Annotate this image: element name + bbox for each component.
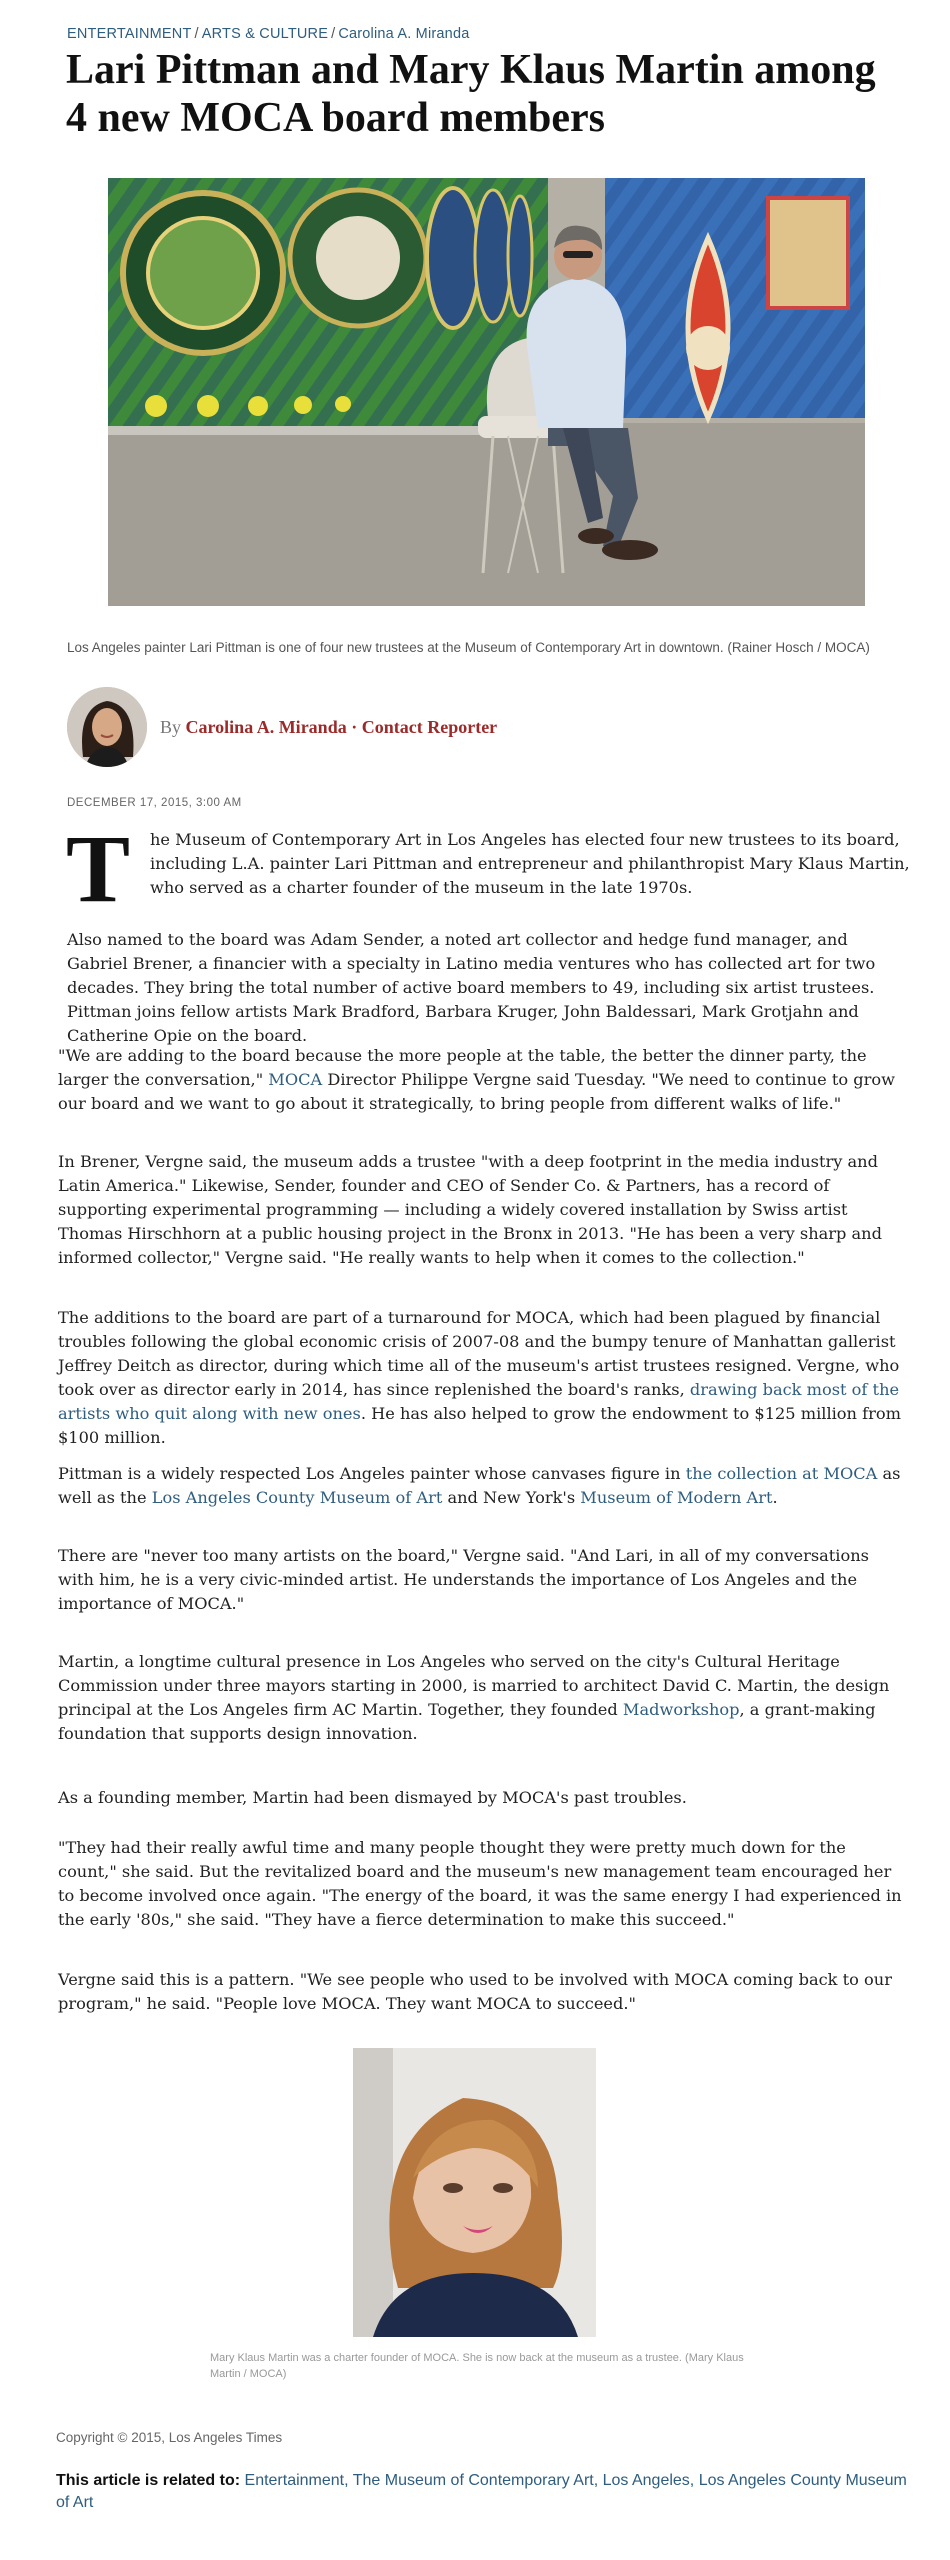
- hero-caption: Los Angeles painter Lari Pittman is one of four new trustees at the Museum of Contemporary Art in downtown. (Rainer Hosch / MOCA): [67, 640, 870, 655]
- related-separator: ,: [344, 2472, 353, 2489]
- author-link[interactable]: Carolina A. Miranda: [185, 716, 347, 737]
- paragraph-3: In Brener, Vergne said, the museum adds a trustee "with a deep footprint in the media industry and Latin America." Likewise, Sender, founder and CEO of Sender Co. & Partners, has a record of supporting experimental programming — including a widely covered installation by Swiss artist Thomas Hirschhorn at a public housing project in the Bronx in 2013. "He has been a very sharp and informed collector," Vergne said. "He really wants to help when it comes to the collection.": [58, 1152, 882, 1267]
- related-lacma-link[interactable]: Los Angeles County Museum of Art: [56, 2472, 907, 2511]
- paragraph-10: Vergne said this is a pattern. "We see people who used to be involved with MOCA coming back to our program," he said. "People love MOCA. They want MOCA to succeed.": [58, 1970, 892, 2013]
- paragraph-7: [58, 1650, 906, 1746]
- copyright: Copyright © 2015, Los Angeles Times: [56, 2430, 283, 2445]
- paragraph-9: "They had their really awful time and many people thought they were pretty much down for the count," she said. But the revitalized board and the museum's new management team encouraged her to become involved once again. "The energy of the board, it was the same energy I had experienced in the early '80s," she said. "They have a fierce determination to make this succeed.": [58, 1838, 902, 1929]
- related-separator: ,: [593, 2472, 603, 2489]
- moca-collection-link[interactable]: the collection at MOCA: [685, 1464, 878, 1483]
- paragraph-7-text-end: , a grant-making foundation that supports design innovation.: [58, 1700, 876, 1743]
- byline: [67, 687, 497, 767]
- artists-return-link[interactable]: drawing back most of the artists who quit along with new ones: [58, 1380, 900, 1423]
- paragraph-7-text: Martin, a longtime cultural presence in Los Angeles who served on the city's Cultural Heritage Commission under three mayors starting in 2000, is married to architect David C. Martin, the design principal at the Los Angeles firm AC Martin. Together, they founded: [58, 1652, 890, 1719]
- paragraph-2: [58, 1044, 906, 1116]
- contact-reporter-link[interactable]: Contact Reporter: [361, 716, 498, 737]
- hero-photo-illustration: [108, 178, 865, 606]
- lead-paragraph: he Museum of Contemporary Art in Los Angeles has elected four new trustees to its board, including L.A. painter Lari Pittman and entrepreneur and philanthropist Mary Klaus Martin, who served as a charter founder of the museum in the late 1970s.: [150, 830, 910, 897]
- breadcrumb-entertainment[interactable]: ENTERTAINMENT: [67, 26, 192, 42]
- related-topics: [56, 2470, 916, 2514]
- moma-link[interactable]: Museum of Modern Art: [580, 1488, 773, 1507]
- hero-image: [108, 178, 865, 606]
- paragraph-2-text: "We are adding to the board because the more people at the table, the better the dinner party, the larger the conversation,": [58, 1046, 867, 1089]
- breadcrumb: [67, 26, 469, 42]
- portrait-photo: [353, 2048, 596, 2337]
- moca-link[interactable]: MOCA: [268, 1070, 323, 1089]
- breadcrumb-author[interactable]: Carolina A. Miranda: [338, 26, 470, 42]
- paragraph-5-text-2: as well as the: [58, 1464, 901, 1507]
- portrait-caption: Mary Klaus Martin was a charter founder of MOCA. She is now back at the museum as a trustee. (Mary Klaus Martin / MOCA): [210, 2352, 744, 2380]
- byline-text: [160, 717, 497, 738]
- author-avatar[interactable]: [67, 687, 147, 767]
- paragraph-1: Also named to the board was Adam Sender, a noted art collector and hedge fund manager, and Gabriel Brener, a financier with a specialty in Latino media ventures who has collected art for two decades. They bring the total number of active board members to 49, including six artist trustees. Pittman joins fellow artists Mark Bradford, Barbara Kruger, John Baldessari, Mark Grotjahn and Catherine Opie on the board.: [67, 930, 876, 1045]
- paragraph-4-text: The additions to the board are part of a turnaround for MOCA, which had been plagued by financial troubles following the global economic crisis of 2007-08 and the bumpy tenure of Manhattan gallerist Jeffrey Deitch as director, during which time all of the museum's artist trustees resigned. Vergne, who took over as director early in 2014, has since replenished the board's ranks,: [58, 1308, 900, 1399]
- article-headline: Lari Pittman and Mary Klaus Martin among 4 new MOCA board members: [66, 47, 876, 141]
- related-moca-link[interactable]: The Museum of Contemporary Art: [352, 2472, 594, 2489]
- madworkshop-link[interactable]: Madworkshop: [622, 1700, 740, 1719]
- paragraph-5-text-end: .: [772, 1488, 778, 1507]
- related-label: This article is related to:: [56, 2472, 241, 2489]
- paragraph-4-text-end: . He has also helped to grow the endowment to $125 million from $100 million.: [58, 1404, 901, 1447]
- related-entertainment-link[interactable]: Entertainment: [244, 2472, 345, 2489]
- paragraph-4: [58, 1306, 906, 1450]
- paragraph-5-text-3: and New York's: [442, 1488, 581, 1507]
- paragraph-2-text-end: Director Philippe Vergne said Tuesday. "We need to continue to grow our board and we want to go about it strategically, to bring people from different walks of life.": [58, 1070, 895, 1113]
- author-photo: [67, 687, 147, 767]
- related-separator: ,: [689, 2472, 699, 2489]
- byline-prefix: By: [160, 716, 182, 737]
- portrait-image: [353, 2048, 596, 2337]
- drop-cap: T: [66, 815, 131, 922]
- breadcrumb-separator: /: [194, 26, 199, 42]
- paragraph-8: As a founding member, Martin had been dismayed by MOCA's past troubles.: [58, 1788, 687, 1807]
- byline-separator: ·: [351, 716, 358, 737]
- lacma-link[interactable]: Los Angeles County Museum of Art: [151, 1488, 443, 1507]
- paragraph-6: There are "never too many artists on the board," Vergne said. "And Lari, in all of my conversations with him, he is a very civic-minded artist. He understands the importance of Los Angeles and the importance of MOCA.": [58, 1546, 869, 1613]
- breadcrumb-separator: /: [331, 26, 336, 42]
- paragraph-5: [58, 1462, 906, 1510]
- publish-date: DECEMBER 17, 2015, 3:00 AM: [67, 797, 242, 809]
- breadcrumb-arts-culture[interactable]: ARTS & CULTURE: [201, 26, 329, 42]
- related-los-angeles-link[interactable]: Los Angeles: [602, 2472, 690, 2489]
- paragraph-5-text: Pittman is a widely respected Los Angeles painter whose canvases figure in: [58, 1464, 686, 1483]
